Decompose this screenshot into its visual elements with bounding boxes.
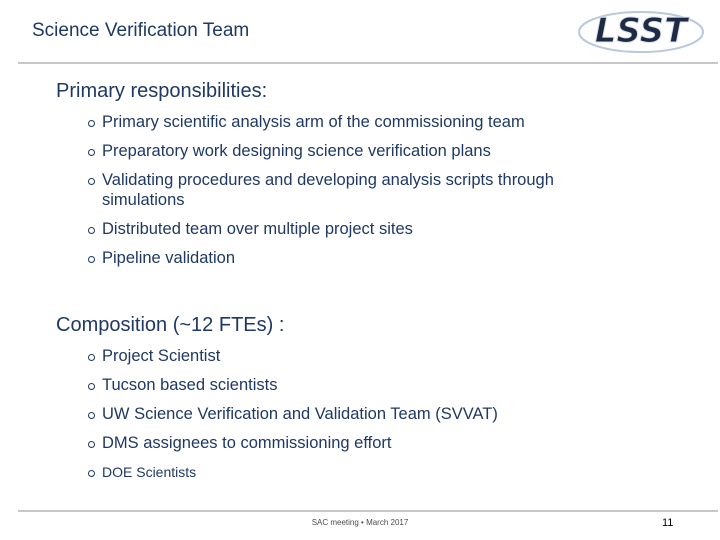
list-item xyxy=(86,141,626,161)
bullet-icon xyxy=(88,470,95,477)
section-heading-responsibilities: Primary responsibilities: xyxy=(56,80,268,102)
section-heading-composition: Composition (~12 FTEs) : xyxy=(56,314,285,336)
list-item-text: Validating procedures and developing analysis scripts through simulations xyxy=(102,171,554,209)
composition-list xyxy=(86,346,606,491)
list-item xyxy=(86,219,626,239)
bullet-icon xyxy=(88,354,95,361)
bullet-icon xyxy=(88,178,95,185)
list-item-text: Primary scientific analysis arm of the commissioning team xyxy=(102,113,525,131)
list-item xyxy=(86,375,606,395)
svg-text:LSST: LSST xyxy=(594,11,688,51)
footer-text: SAC meeting • March 2017 xyxy=(311,518,409,527)
list-item-text: Pipeline validation xyxy=(102,249,236,267)
list-item xyxy=(86,248,626,268)
slide-title: Science Verification Team xyxy=(32,20,250,41)
footer-divider xyxy=(18,510,718,512)
list-item-text: Project Scientist xyxy=(102,347,221,365)
list-item xyxy=(86,346,606,366)
page-number: 11 xyxy=(662,517,674,529)
bullet-icon xyxy=(88,256,95,263)
title-divider xyxy=(18,62,718,64)
list-item-text: DMS assignees to commissioning effort xyxy=(102,434,392,452)
list-item-text: Distributed team over multiple project sites xyxy=(102,220,413,238)
list-item-text: Preparatory work designing science verification plans xyxy=(102,142,491,160)
responsibilities-list xyxy=(86,112,626,277)
list-item-text: Tucson based scientists xyxy=(102,376,278,394)
bullet-icon xyxy=(88,412,95,419)
list-item-text: UW Science Verification and Validation Team (SVVAT) xyxy=(102,405,498,423)
list-item xyxy=(86,112,626,132)
bullet-icon xyxy=(88,383,95,390)
bullet-icon xyxy=(88,441,95,448)
list-item xyxy=(86,404,606,424)
list-item xyxy=(86,433,606,453)
list-item xyxy=(86,462,606,482)
lsst-logo-icon xyxy=(574,4,708,60)
list-item xyxy=(86,170,626,210)
bullet-icon xyxy=(88,149,95,156)
bullet-icon xyxy=(88,227,95,234)
bullet-icon xyxy=(88,120,95,127)
list-item-text: DOE Scientists xyxy=(102,464,197,480)
